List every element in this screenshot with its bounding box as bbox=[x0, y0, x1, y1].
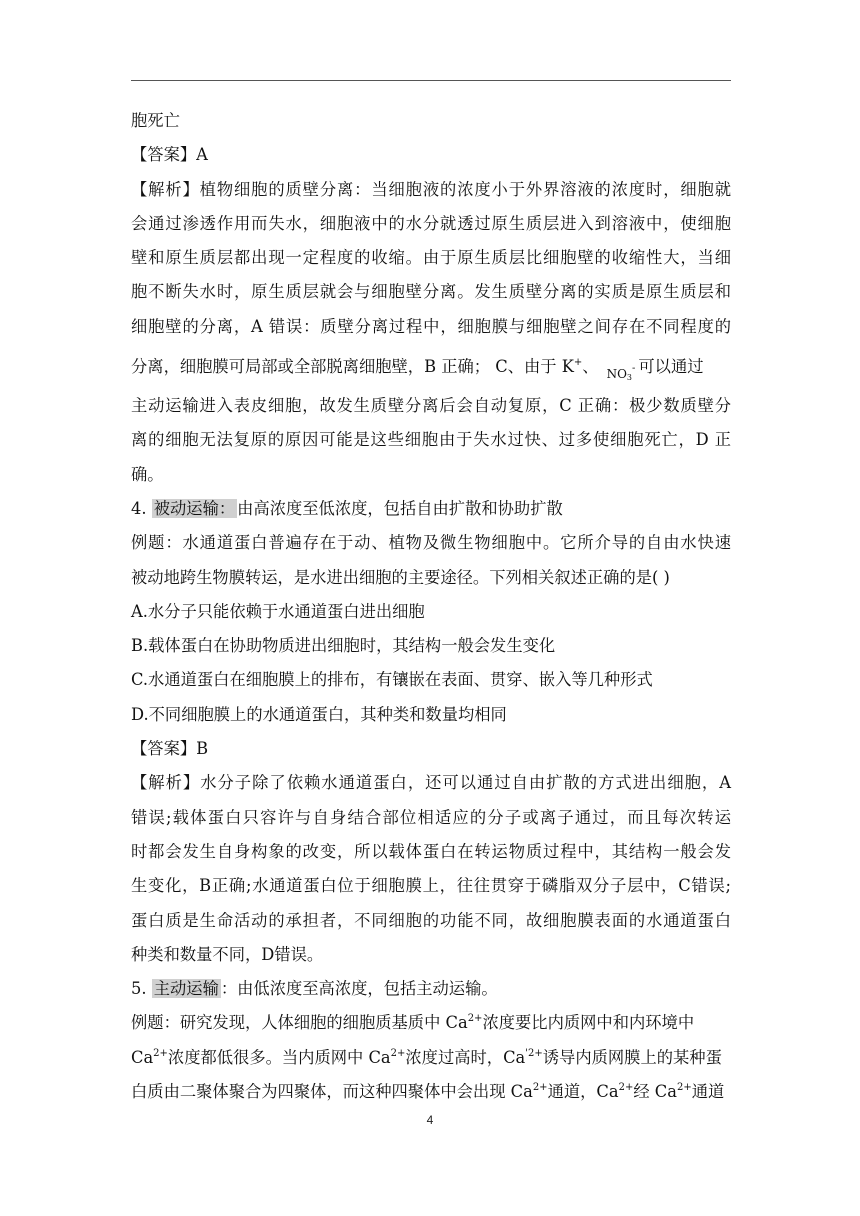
option-d: D.不同细胞膜上的水通道蛋白，其种类和数量均相同 bbox=[131, 704, 507, 724]
page-number: 4 bbox=[426, 1113, 434, 1127]
question-line bbox=[131, 1041, 731, 1075]
superscript: '2+ bbox=[525, 1047, 543, 1059]
formula-subscript: 3 bbox=[626, 373, 632, 383]
section-heading bbox=[131, 972, 731, 1006]
section-number: 4. bbox=[131, 498, 152, 518]
superscript: 2+ bbox=[618, 1082, 634, 1094]
text-segment: 浓度过高时，Ca bbox=[405, 1047, 526, 1067]
analysis-line: 错误;载体蛋白只容许与自身结合部位相适应的分子或离子通过，而且每次转运 bbox=[131, 807, 731, 827]
superscript: 2+ bbox=[467, 1013, 483, 1025]
formula-text: NO bbox=[606, 367, 627, 382]
analysis-line: 壁和原生质层都出现一定程度的收缩。由于原生质层比细胞壁的收缩性大，当细 bbox=[131, 248, 731, 268]
analysis-line: 会通过渗透作用而失水，细胞液中的水分就透过原生质层进入到溶液中，使细胞 bbox=[131, 213, 731, 233]
text-segment: 例题：研究发现，人体细胞的细胞质基质中 Ca bbox=[131, 1013, 468, 1033]
text-segment: 浓度都低很多。当内质网中 Ca bbox=[167, 1047, 391, 1067]
superscript: 2+ bbox=[532, 1082, 548, 1094]
text-segment: 浓度要比内质网中和内环境中 bbox=[482, 1013, 695, 1033]
answer-label: 【答案】B bbox=[131, 739, 209, 759]
question-line: 被动地跨生物膜转运，是水进出细胞的主要途径。下列相关叙述正确的是( ) bbox=[131, 567, 670, 587]
superscript: + bbox=[573, 357, 583, 369]
text-segment: 通道 bbox=[691, 1082, 725, 1102]
analysis-line: 【解析】水分子除了依赖水通道蛋白，还可以通过自由扩散的方式进出细胞，A bbox=[131, 773, 731, 793]
option-b: B.载体蛋白在协助物质进出细胞时，其结构一般会发生变化 bbox=[131, 636, 556, 656]
formula-superscript: - bbox=[632, 363, 636, 375]
text-segment: 可以通过 bbox=[638, 357, 704, 377]
analysis-line: 离的细胞无法复原的原因可能是这些细胞由于失水过快、过多使细胞死亡，D 正 bbox=[131, 430, 731, 450]
analysis-line: 【解析】植物细胞的质壁分离：当细胞液的浓度小于外界溶液的浓度时，细胞就 bbox=[131, 179, 731, 199]
analysis-line: 时都会发生自身构象的改变，所以载体蛋白在转运物质过程中，其结构一般会发 bbox=[131, 841, 731, 861]
analysis-line: 细胞壁的分离，A 错误：质壁分离过程中，细胞膜与细胞壁之间存在不同程度的 bbox=[131, 316, 731, 336]
option-a: A.水分子只能依赖于水通道蛋白进出细胞 bbox=[131, 601, 425, 621]
analysis-line: 确。 bbox=[131, 464, 164, 484]
text-line: 胞死亡 bbox=[131, 111, 180, 130]
superscript: 2+ bbox=[676, 1082, 692, 1094]
text-segment: Ca bbox=[131, 1047, 154, 1067]
analysis-line: 种类和数量不同，D错误。 bbox=[131, 944, 324, 964]
text-segment: 白质由二聚体聚合为四聚体，而这种四聚体中会出现 Ca bbox=[131, 1082, 533, 1102]
document-body bbox=[131, 104, 731, 1109]
text-segment: 通道，Ca bbox=[547, 1082, 619, 1102]
analysis-line: 主动运输进入表皮细胞，故发生质壁分离后会自动复原，C 正确：极少数质壁分 bbox=[131, 396, 731, 416]
text-segment: 、 bbox=[582, 357, 599, 377]
question-line: 例题：水通道蛋白普遍存在于动、植物及微生物细胞中。它所介导的自由水快速 bbox=[131, 533, 731, 553]
analysis-line: 蛋白质是生命活动的承担者，不同细胞的功能不同，故细胞膜表面的水通道蛋白 bbox=[131, 910, 731, 930]
section-description: ：由低浓度至高浓度，包括主动运输。 bbox=[220, 979, 498, 999]
highlighted-term: 被动运输： bbox=[153, 498, 236, 518]
option-c: C.水通道蛋白在细胞膜上的排布，有镶嵌在表面、贯穿、嵌入等几种形式 bbox=[131, 670, 653, 690]
section-description: 由高浓度至低浓度，包括自由扩散和协助扩散 bbox=[237, 498, 563, 518]
analysis-line: 生变化，B正确;水通道蛋白位于细胞膜上，往往贯穿于磷脂双分子层中，C错误; bbox=[131, 876, 731, 896]
question-line bbox=[131, 1006, 731, 1040]
highlighted-term: 主动运输 bbox=[153, 979, 219, 999]
text-segment: 分离，细胞膜可局部或全部脱离细胞壁，B 正确； C、由于 K bbox=[131, 357, 574, 377]
section-heading bbox=[131, 492, 731, 526]
analysis-line-formula bbox=[131, 344, 731, 389]
analysis-line: 胞不断失水时，原生质层就会与细胞壁分离。发生质壁分离的实质是原生质层和 bbox=[131, 282, 731, 302]
superscript: 2+ bbox=[390, 1047, 406, 1059]
text-segment: 经 Ca bbox=[633, 1082, 677, 1102]
text-segment: 诱导内质网膜上的某种蛋 bbox=[542, 1047, 722, 1067]
section-number: 5. bbox=[131, 979, 152, 999]
header-rule bbox=[131, 80, 731, 81]
superscript: 2+ bbox=[153, 1047, 168, 1059]
answer-label: 【答案】A bbox=[131, 145, 208, 165]
question-line bbox=[131, 1075, 731, 1109]
